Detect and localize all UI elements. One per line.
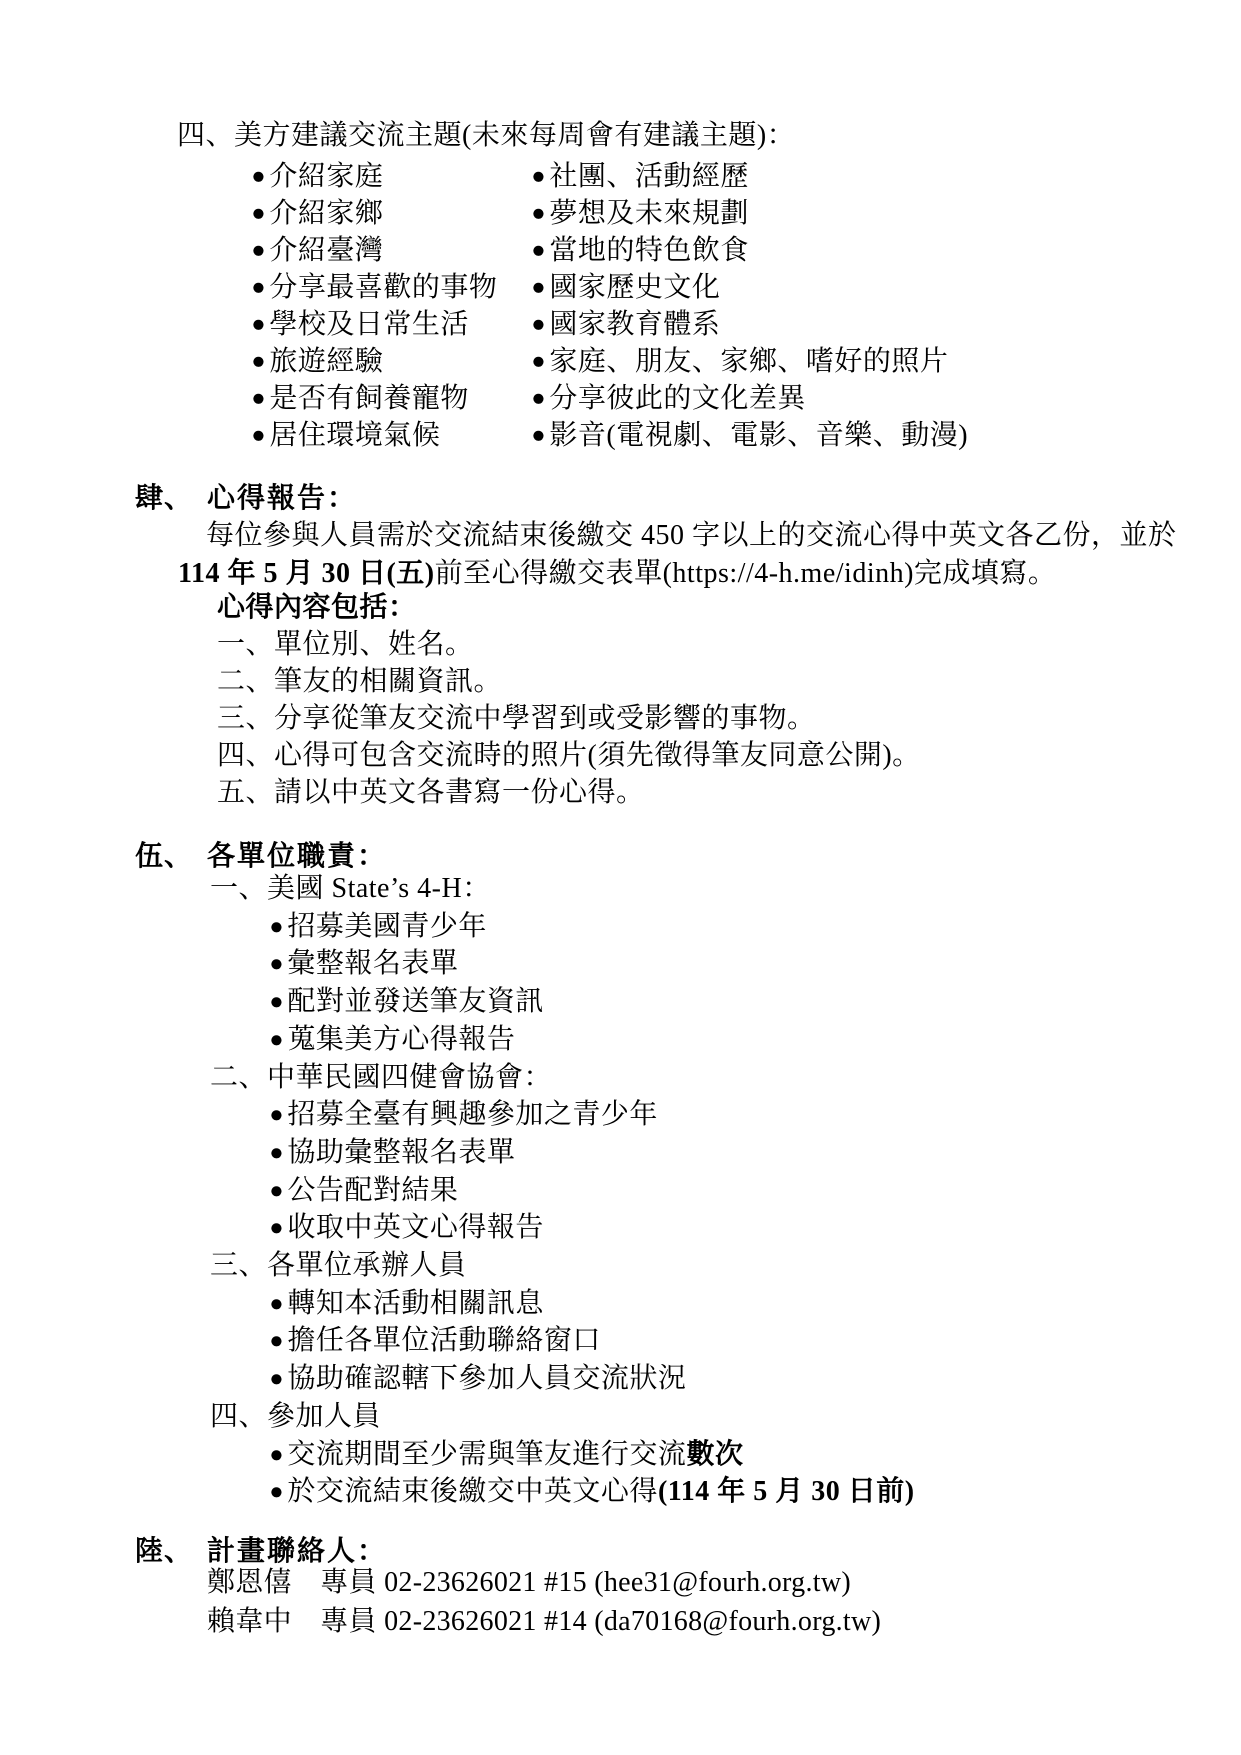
duty-item [210,1096,915,1134]
topic-label: 是否有飼養寵物 [269,383,469,414]
duty-label: 招募全臺有興趣參加之青少年 [287,1099,658,1131]
duty-label-bold: (114 年 5 月 30 日前) [657,1476,915,1508]
duty-label: 協助確認轄下參加人員交流狀況 [287,1363,687,1395]
bullet-icon: ● [269,1440,285,1468]
topic-item [530,306,720,343]
duty-item [210,1322,915,1360]
duty-label: 配對並發送筆友資訊 [287,986,544,1018]
duty-item [210,1134,915,1172]
topic-row [250,232,968,269]
topic-label: 分享最喜歡的事物 [269,272,498,303]
topic-item [250,343,530,380]
section-label: 陸、 [135,1536,194,1567]
topic-label: 居住環境氣候 [269,420,441,451]
bullet-icon: ● [269,1139,285,1166]
duty-label: 收取中英文心得報告 [287,1212,544,1244]
bullet-icon: ● [251,311,267,338]
topic-item [530,158,749,195]
duty-item [210,1285,915,1323]
duty-group-heading: 一、美國 State’s 4-H： [210,873,491,904]
list-item: 五、請以中英文各書寫一份心得。 [217,776,645,808]
paragraph-text: 前至心得繳交表單(https://4-h.me/idinh)完成填寫。 [434,557,1057,589]
topic-label: 家庭、朋友、家鄉、嗜好的照片 [549,346,949,377]
topic-item [530,232,749,269]
contact-row: 鄭恩僖 專員 02-23626021 #15 (hee31@fourh.org.tw) [207,1567,851,1598]
bullet-icon: ● [531,163,547,190]
bullet-icon: ● [531,274,547,301]
list-item: 四、心得可包含交流時的照片(須先徵得筆友同意公開)。 [217,739,921,771]
topic-label: 社團、活動經歷 [549,161,749,192]
bullet-icon: ● [269,1177,285,1204]
report-content-subheading: 心得內容包括： [217,592,417,623]
duty-group-heading: 二、中華民國四健會協會： [210,1061,553,1093]
topic-label: 分享彼此的文化差異 [549,383,806,414]
report-content-list [217,590,921,811]
duty-group-heading: 四、參加人員 [210,1400,382,1432]
topic-item [250,380,530,417]
duty-item [210,908,915,946]
bullet-icon: ● [251,348,267,375]
topic-label: 影音(電視劇、電影、音樂、動漫) [549,420,969,451]
paragraph-line: 每位參與人員需於交流結束後繳交 450 字以上的交流心得中英文各乙份，並於 [206,520,1177,551]
bullet-icon: ● [531,348,547,375]
topic-row [250,343,968,380]
duty-label: 蒐集美方心得報告 [287,1023,516,1055]
section-title: 心得報告： [207,483,358,514]
duty-label: 擔任各單位活動聯絡窗口 [287,1325,601,1357]
duty-label: 公告配對結果 [287,1174,459,1206]
bullet-icon: ● [269,913,285,940]
section-report-heading [135,476,357,516]
bullet-icon: ● [269,1327,285,1355]
topic-label: 國家教育體系 [549,309,721,340]
bullet-icon: ● [269,1478,285,1505]
topic-row [250,158,968,195]
bullet-icon: ● [531,237,547,264]
duty-label: 轉知本活動相關訊息 [287,1287,544,1319]
bullet-icon: ● [269,1101,285,1128]
topic-item [530,343,948,380]
bullet-icon: ● [269,1365,285,1392]
topic-label: 當地的特色飲食 [549,235,749,266]
section-label: 肆、 [135,483,194,514]
list-item: 一、單位別、姓名。 [217,628,474,660]
topics-list [250,158,968,454]
bullet-icon: ● [269,1290,285,1317]
topics-heading: 四、美方建議交流主題(未來每周會有建議主題)： [177,120,796,151]
bullet-icon: ● [531,311,547,338]
duty-label: 招募美國青少年 [287,910,487,942]
topic-row [250,195,968,232]
duty-item [210,1436,915,1474]
list-item: 三、分享從筆友交流中學習到或受影響的事物。 [217,702,816,734]
bullet-icon: ● [251,385,267,412]
report-paragraph [178,517,1177,592]
section-title: 計畫聯絡人： [207,1536,388,1567]
topic-label: 介紹家庭 [269,161,384,192]
duty-label-bold: 數次 [686,1438,744,1470]
topic-label: 介紹臺灣 [269,235,384,266]
contact-row: 賴韋中 專員 02-23626021 #14 (da70168@fourh.org.tw) [207,1605,882,1637]
bullet-icon: ● [269,1026,285,1053]
section-title: 各單位職責： [207,841,388,872]
duty-label: 彙整報名表單 [287,948,459,980]
bullet-icon: ● [251,163,267,190]
bullet-icon: ● [269,1214,285,1242]
bullet-icon: ● [251,200,267,227]
duty-item [210,1473,915,1511]
duty-label: 協助彙整報名表單 [287,1136,516,1168]
duty-label: 交流期間至少需與筆友進行交流 [287,1438,687,1470]
topic-row [250,380,968,417]
topic-item [250,232,530,269]
bullet-icon: ● [531,385,547,412]
bullet-icon: ● [251,422,267,449]
topic-item [530,195,749,232]
duty-item [210,1172,915,1210]
topic-item [250,417,530,454]
section-contacts-heading [135,1529,387,1569]
duty-item [210,983,915,1021]
paragraph-line [178,555,1177,593]
duty-label: 於交流結束後繳交中英文心得 [287,1476,658,1508]
duty-item [210,1021,915,1059]
section-suggested-topics [177,117,968,454]
list-item: 二、筆友的相關資訊。 [217,665,503,697]
duty-item [210,945,915,983]
deadline-date: 114 年 5 月 30 日(五) [178,557,435,589]
topic-item [250,195,530,232]
duty-group-heading: 三、各單位承辦人員 [210,1250,467,1282]
bullet-icon: ● [531,200,547,227]
duty-item [210,1209,915,1247]
bullet-icon: ● [269,950,285,978]
section-label: 伍、 [135,841,194,872]
duty-item [210,1360,915,1398]
bullet-icon: ● [251,237,267,264]
topic-item [250,269,530,306]
topic-row [250,269,968,306]
bullet-icon: ● [269,988,285,1015]
section-duties-heading [135,834,387,874]
bullet-icon: ● [251,274,267,301]
topic-label: 國家歷史文化 [549,272,721,303]
bullet-icon: ● [531,422,547,449]
topic-row [250,306,968,343]
topic-item [530,380,806,417]
topic-label: 學校及日常生活 [269,309,469,340]
topic-item [530,417,968,454]
topic-label: 夢想及未來規劃 [549,198,749,229]
topic-item [530,269,720,306]
topic-label: 旅遊經驗 [269,346,384,377]
topic-row [250,417,968,454]
topic-item [250,306,530,343]
topic-item [250,158,530,195]
contacts-list [207,1564,881,1641]
topic-label: 介紹家鄉 [269,198,384,229]
duties-content [210,870,915,1511]
